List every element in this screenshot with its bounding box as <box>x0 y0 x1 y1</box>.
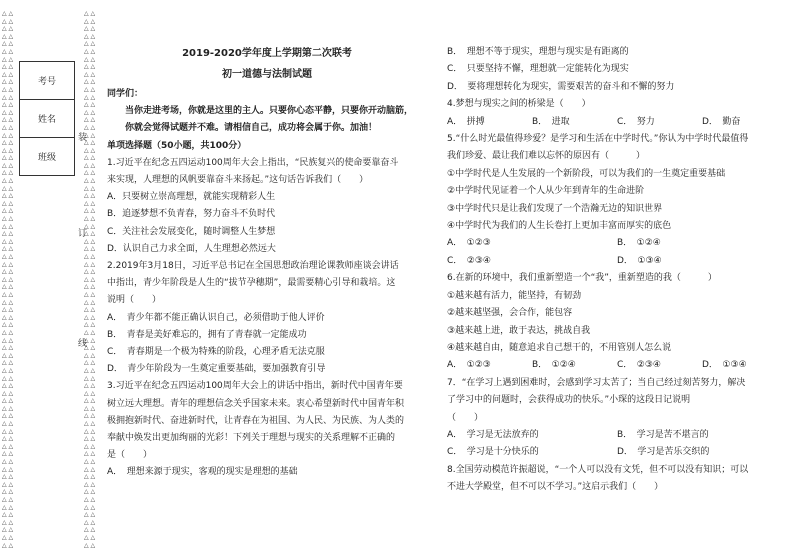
question-stem: 3.习近平在纪念五四运动100周年大会上的讲话中指出，新时代中国青年要 <box>107 381 403 392</box>
options-row <box>447 235 787 252</box>
question-stem: 我们珍爱、最让我们难以忘怀的原因有（ ） <box>447 151 646 162</box>
question-stem: 来实现，人理想的风帆要靠奋斗来扬起。”这句话告诉我们（ ） <box>107 175 369 186</box>
statement-item: ②中学时代见证着一个人从少年到青年的生命进阶 <box>447 186 645 197</box>
intro-line: 你就会觉得试题并不难。请相信自己，成功将会属于你。加油！ <box>125 123 378 134</box>
answer-option[interactable]: D． 要将理想转化为现实，需要艰苦的奋斗和不懈的努力 <box>447 81 675 92</box>
answer-option[interactable]: A． 青少年都不能正确认识自己，必须借助于他人评价 <box>107 312 325 323</box>
question-stem: 7．“在学习上遇到困难时，会感到学习太苦了；当自己经过刻苦努力，解决 <box>447 377 746 388</box>
options-row <box>447 427 787 444</box>
answer-option[interactable]: D．认识自己力求全面，人生理想必然远大 <box>107 243 276 254</box>
right-column <box>447 44 787 497</box>
question-stem: 说明（ ） <box>107 295 162 306</box>
answer-option[interactable]: D． 青少年阶段为一生奠定重要基础，要加强教育引导 <box>107 364 326 375</box>
answer-option[interactable]: C． 学习是十分快乐的 <box>447 447 539 458</box>
answer-option[interactable]: C．关注社会发展变化，随时调整人生梦想 <box>107 226 276 237</box>
options-row <box>447 357 787 374</box>
question-stem: 不进大学殿堂，但不可以不学习。”这启示我们（ ） <box>447 482 664 493</box>
answer-option[interactable]: A． ①②③ <box>447 360 491 371</box>
answer-option[interactable]: D． 勤奋 <box>702 116 741 127</box>
options-row <box>447 114 787 131</box>
question-stem: 5.“什么时光最值得珍爱？是学习和生活在中学时代。”你认为中学时代最值得 <box>447 134 749 145</box>
answer-option[interactable]: A． 理想来源于现实，客观的现实是理想的基础 <box>107 467 298 478</box>
question-stem: 是（ ） <box>107 450 153 461</box>
answer-option[interactable]: D． ①③④ <box>617 255 662 266</box>
answer-option[interactable]: C． 只要坚持不懈，理想就一定能转化为现实 <box>447 64 629 75</box>
class-field: 班级 <box>37 153 56 163</box>
question-stem: 1.习近平在纪念五四运动100周年大会上指出，“民族复兴的使命要靠奋斗 <box>107 157 399 168</box>
question-1 <box>107 155 427 258</box>
question-stem: （ ） <box>447 412 484 423</box>
answer-option[interactable]: B． ①②④ <box>532 360 576 371</box>
answer-option[interactable]: B． 青春是美好难忘的，拥有了青春就一定能成功 <box>107 329 307 340</box>
greeting: 同学们： <box>107 89 144 99</box>
question-stem: 6.在新的环境中，我们重新塑造一个“我”，重新塑造的我（ ） <box>447 273 717 284</box>
statement-item: ④越来越自由，随意追求自己想干的，不用管别人怎么说 <box>447 342 672 353</box>
decorative-triangle-column: △ △ △ △ △ △ △ △ △ △ △ △ △ △ △ △ △ △ △ △ △ △ △ △ △ △ △ △ △ △ △ △ △ △ △ △ △ △ △ △ △ △ △ △ △ △ △ △ △ △ △ △ △ △ △ △ △ △ △ △ △ △ △ △ △ △ △ △ △ △ △ △ △ △ △ △ △ △ △ △ △ △ △ △ △ △ △ △ △ △ △ △ △ △ △ △ △ △ △ △ △ △ △ △ △ △ △ △ △ △ △ △ △ △ △ △ △ △ △ △ △ △ △ △ △ △ △ △ △ △ △ △ △ △ △ △ △ △ △ △ △ △ <box>2 10 14 549</box>
section-heading: 单项选择题（50小题，共100分） <box>107 140 247 151</box>
answer-option[interactable]: B． 理想不等于现实，理想与现实是有距离的 <box>447 47 629 57</box>
question-stem: 树立远大理想。青年的理想信念关乎国家未来。衷心希望新时代中国青年积 <box>107 398 405 409</box>
answer-option[interactable]: C． 青春期是一个极为特殊的阶段，心理矛盾无法克服 <box>107 347 325 358</box>
question-stem: 中指出，青少年阶段是人生的“拔节孕穗期”，最需要精心引导和栽培。这 <box>107 278 396 289</box>
student-info-box <box>19 61 75 176</box>
answer-option[interactable]: A． 拼搏 <box>447 116 485 127</box>
answer-option[interactable]: C． ②③④ <box>447 255 491 266</box>
question-2 <box>107 258 427 378</box>
question-5 <box>447 131 787 270</box>
answer-option[interactable]: C． 努力 <box>617 116 655 127</box>
question-stem: 8.全国劳动模范许振超说，“一个人可以没有文凭，但不可以没有知识；可以 <box>447 464 749 475</box>
question-stem: 极拥抱新时代、奋进新时代，让青春在为祖国、为人民、为民族、为人类的 <box>107 415 405 426</box>
decorative-triangle-column: △ △ △ △ △ △ △ △ △ △ △ △ △ △ △ △ △ △ △ △ △ △ △ △ △ △ △ △ △ △ △ △ △ △ △ △ △ △ △ △ △ △ △ △ △ △ △ △ △ △ △ △ △ △ △ △ △ △ △ △ △ △ △ △ △ △ △ △ △ △ △ △ △ △ △ △ △ △ △ △ △ △ △ △ △ △ △ △ △ △ △ △ △ △ △ △ △ △ △ △ △ △ △ △ △ △ △ △ △ △ △ △ △ △ △ △ △ △ △ △ △ △ △ △ △ △ △ △ △ △ △ △ △ △ △ △ △ △ △ △ △ △ <box>84 10 96 549</box>
statement-item: ②越来越坚强，会合作，能包容 <box>447 308 573 319</box>
statement-item: ③中学时代只是让我们发现了一个浩瀚无边的知识世界 <box>447 203 663 214</box>
exam-title: 2019-2020学年度上学期第二次联考 <box>182 48 352 59</box>
statement-item: ①越来越有活力，能坚持，有韧劲 <box>447 290 582 301</box>
answer-option[interactable]: B． 学习是苦不堪言的 <box>617 429 709 440</box>
answer-option[interactable]: A．只要树立崇高理想，就能实现精彩人生 <box>107 192 276 203</box>
binding-mark-zhuang: 装 <box>78 133 88 143</box>
binding-mark-ding: 订 <box>78 229 88 239</box>
options-row <box>447 444 787 461</box>
left-column <box>107 40 427 482</box>
answer-option[interactable]: D． ①③④ <box>702 360 747 371</box>
answer-option[interactable]: B． 进取 <box>532 116 570 127</box>
question-3 <box>107 378 427 481</box>
answer-option[interactable]: B．追逐梦想不负青春，努力奋斗不负时代 <box>107 209 276 220</box>
answer-option[interactable]: D． 学习是苦乐交织的 <box>617 447 710 458</box>
answer-option[interactable]: A． 学习是无法放弃的 <box>447 429 539 440</box>
question-8 <box>447 462 787 497</box>
answer-option[interactable]: A． ①②③ <box>447 238 491 249</box>
options-row <box>447 253 787 270</box>
question-6 <box>447 270 787 374</box>
answer-option[interactable]: C． ②③④ <box>617 360 661 371</box>
question-4 <box>447 96 787 131</box>
statement-item: ①中学时代是人生发展的一个新阶段，可以为我们的一生奠定重要基础 <box>447 168 726 179</box>
exam-subtitle: 初一道德与法制试题 <box>222 69 312 80</box>
answer-option[interactable]: B． ①②④ <box>617 238 661 249</box>
intro-line: 当你走进考场，你就是这里的主人。只要你心态平静，只要你开动脑筋， <box>125 106 414 117</box>
question-stem: 奉献中焕发出更加绚丽的光彩！下列关于理想与现实的关系理解不正确的 <box>107 433 396 444</box>
statement-item: ③越来越上进，敢于表达，挑战自我 <box>447 325 591 336</box>
binding-mark-xian: 线 <box>78 339 88 349</box>
statement-item: ④中学时代为我们的人生长卷打上更加丰富而厚实的底色 <box>447 221 672 232</box>
exam-number-field: 考号 <box>20 62 74 100</box>
question-7 <box>447 375 787 462</box>
question-stem: 4.梦想与现实之间的桥梁是（ ） <box>447 99 591 110</box>
name-field: 姓名 <box>20 100 74 138</box>
question-stem: 了学习中的问题时，会获得成功的快乐。”小琛的这段日记说明 <box>447 395 691 406</box>
question-stem: 2.2019年3月18日，习近平总书记在全国思想政治理论课教师座谈会讲话 <box>107 261 399 272</box>
